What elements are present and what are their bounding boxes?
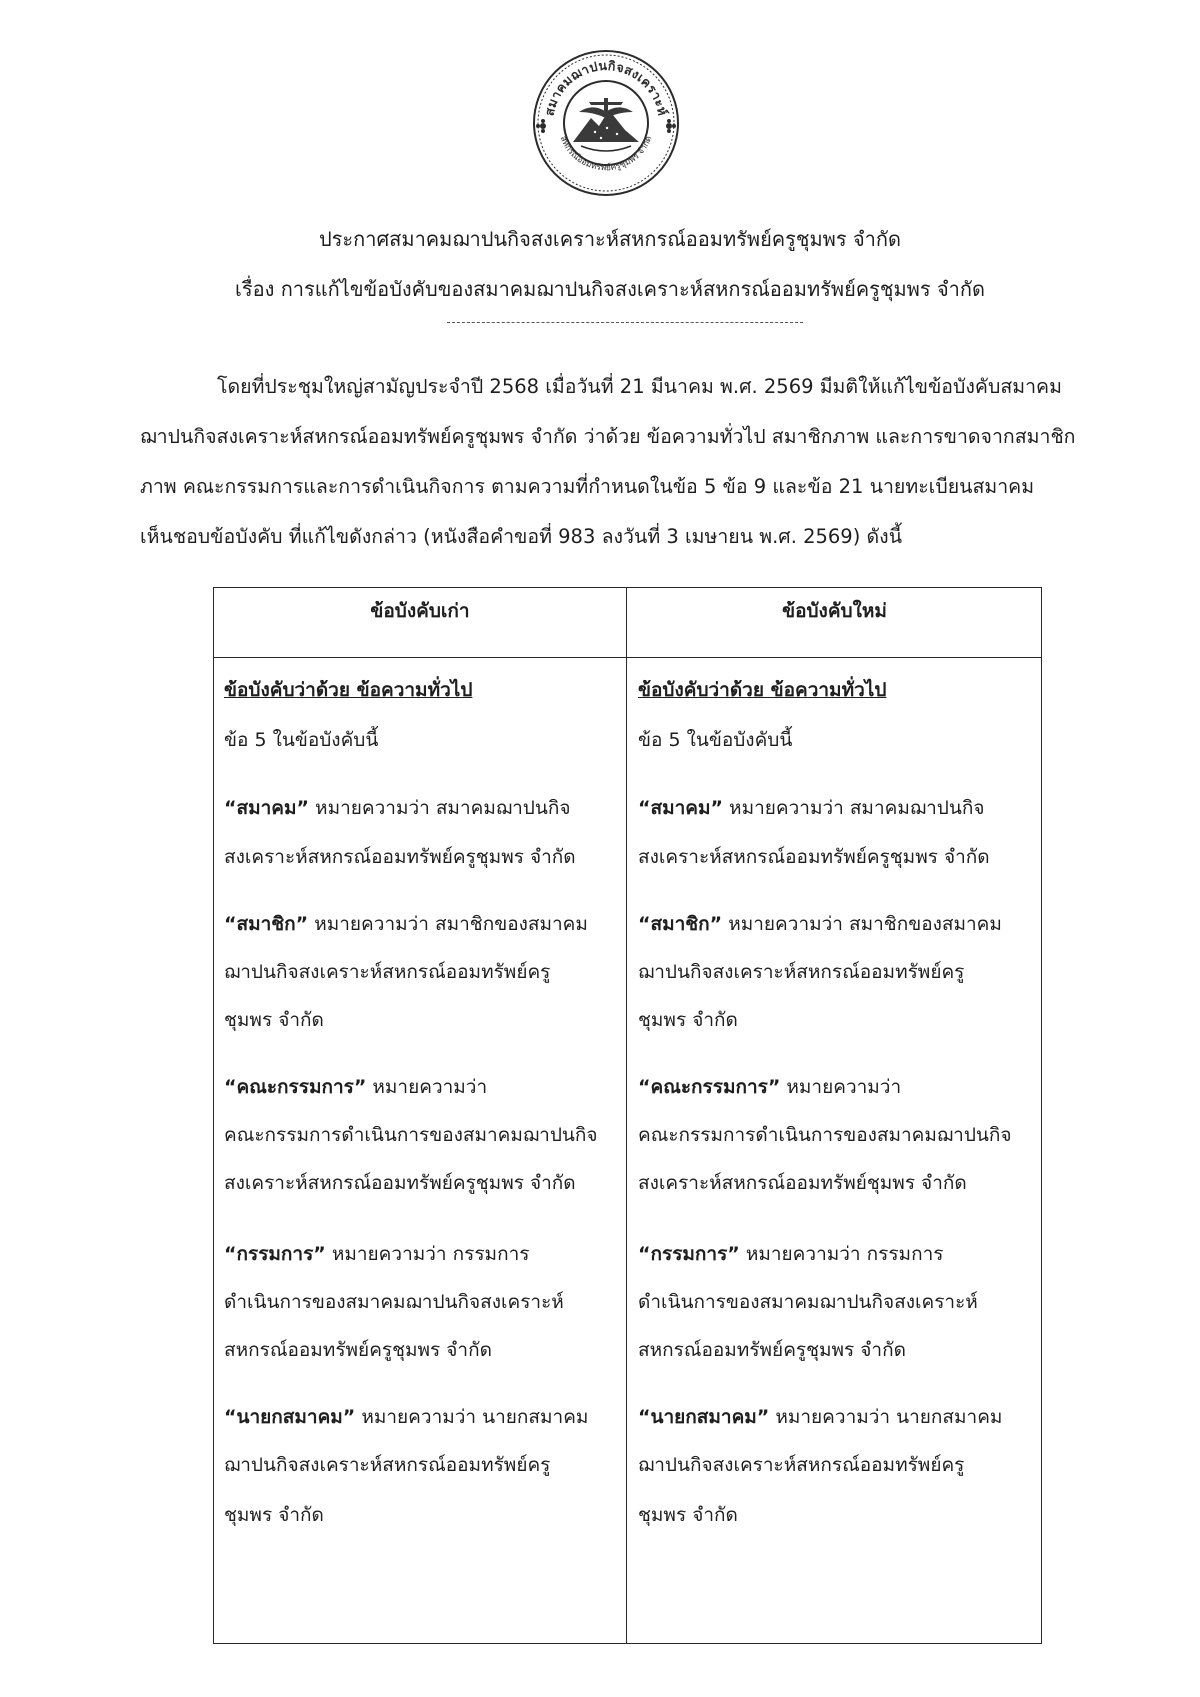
- definition-line: [638, 1240, 943, 1268]
- association-seal: [529, 46, 683, 200]
- announcement-subject: เรื่อง การแก้ไขข้อบังคับของสมาคมฌาปนกิจสงเคราะห์สหกรณ์ออมทรัพย์ครูชุมพร จำกัด: [234, 277, 986, 301]
- seal-emblem-icon: [529, 46, 683, 200]
- new-regulation-column: [628, 658, 1041, 1643]
- seal-bottom-text: สหกรณ์ออมทรัพย์ครูชุมพร จำกัด: [557, 134, 655, 174]
- section-heading: ข้อบังคับว่าด้วย ข้อความทั่วไป: [638, 679, 887, 701]
- definition-line: ดำเนินการของสมาคมฌาปนกิจสงเคราะห์: [224, 1291, 564, 1313]
- definition-text: หมายความว่า สมาคมฌาปนกิจ: [309, 797, 571, 819]
- definition-line: สงเคราะห์สหกรณ์ออมทรัพย์ครูชุมพร จำกัด: [224, 846, 576, 868]
- old-regulation-column: [214, 658, 624, 1643]
- definition-text: หมายความว่า นายกสมาคม: [769, 1406, 1003, 1428]
- definition-line: คณะกรรมการดำเนินการของสมาคมฌาปนกิจ: [638, 1124, 1012, 1146]
- section-heading: ข้อบังคับว่าด้วย ข้อความทั่วไป: [224, 679, 473, 701]
- term: “นายกสมาคม”: [224, 1406, 356, 1428]
- definition-line: สงเคราะห์สหกรณ์ออมทรัพย์ครูชุมพร จำกัด: [638, 846, 990, 868]
- definition-line: ชุมพร จำกัด: [638, 1504, 738, 1526]
- definition-line: ฌาปนกิจสงเคราะห์สหกรณ์ออมทรัพย์ครู: [638, 961, 965, 983]
- clause-line: ข้อ 5 ในข้อบังคับนี้: [638, 729, 793, 751]
- definition-line: ชุมพร จำกัด: [224, 1009, 324, 1031]
- term: “สมาชิก”: [224, 913, 309, 935]
- definition-line: [224, 1240, 529, 1268]
- definition-line: สงเคราะห์สหกรณ์ออมทรัพย์ชุมพร จำกัด: [638, 1172, 967, 1194]
- definition-line: ดำเนินการของสมาคมฌาปนกิจสงเคราะห์: [638, 1291, 978, 1313]
- term: “สมาชิก”: [638, 913, 723, 935]
- intro-line: โดยที่ประชุมใหญ่สามัญประจำปี 2568 เมื่อวันที่ 21 มีนาคม พ.ศ. 2569 มีมติให้แก้ไขข้อบังคับสมาคม: [217, 375, 1062, 398]
- header-new-regulation: ข้อบังคับใหม่: [782, 600, 887, 622]
- regulation-comparison-table: [213, 587, 1042, 1644]
- definition-text: หมายความว่า กรรมการ: [325, 1243, 530, 1265]
- definition-line: สหกรณ์ออมทรัพย์ครูชุมพร จำกัด: [224, 1339, 492, 1361]
- term: “สมาคม”: [638, 797, 723, 819]
- definition-line: ชุมพร จำกัด: [224, 1504, 324, 1526]
- clause-line: ข้อ 5 ในข้อบังคับนี้: [224, 729, 379, 751]
- definition-text: หมายความว่า สมาคมฌาปนกิจ: [723, 797, 985, 819]
- definition-line: สงเคราะห์สหกรณ์ออมทรัพย์ครูชุมพร จำกัด: [224, 1172, 576, 1194]
- definition-line: ฌาปนกิจสงเคราะห์สหกรณ์ออมทรัพย์ครู: [638, 1454, 965, 1476]
- definition-text: หมายความว่า: [780, 1076, 902, 1098]
- definition-text: หมายความว่า นายกสมาคม: [355, 1406, 589, 1428]
- definition-line: [638, 1403, 1002, 1431]
- definition-line: [224, 1403, 588, 1431]
- definition-text: หมายความว่า สมาชิกของสมาคม: [308, 913, 588, 935]
- term: “นายกสมาคม”: [638, 1406, 770, 1428]
- definition-line: [224, 910, 588, 938]
- definition-line: ฌาปนกิจสงเคราะห์สหกรณ์ออมทรัพย์ครู: [224, 961, 551, 983]
- intro-line: เห็นชอบข้อบังคับ ที่แก้ไขดังกล่าว (หนังสือคำขอที่ 983 ลงวันที่ 3 เมษายน พ.ศ. 2569) ดังนี้: [140, 525, 903, 548]
- seal-top-text: สมาคมฌาปนกิจสงเคราะห์: [541, 57, 671, 118]
- definition-line: ชุมพร จำกัด: [638, 1009, 738, 1031]
- definition-line: [224, 794, 570, 822]
- term: “คณะกรรมการ”: [224, 1076, 367, 1098]
- definition-line: ฌาปนกิจสงเคราะห์สหกรณ์ออมทรัพย์ครู: [224, 1454, 551, 1476]
- definition-line: [638, 910, 1002, 938]
- column-divider: [626, 588, 627, 1643]
- term: “กรรมการ”: [224, 1243, 326, 1265]
- term: “คณะกรรมการ”: [638, 1076, 781, 1098]
- separator-dashes: [447, 322, 803, 323]
- definition-text: หมายความว่า: [366, 1076, 488, 1098]
- definition-line: คณะกรรมการดำเนินการของสมาคมฌาปนกิจ: [224, 1124, 598, 1146]
- definition-line: [224, 1073, 487, 1101]
- term: “กรรมการ”: [638, 1243, 740, 1265]
- definition-text: หมายความว่า สมาชิกของสมาคม: [722, 913, 1002, 935]
- intro-line: ภาพ คณะกรรมการและการดำเนินกิจการ ตามความที่กำหนดในข้อ 5 ข้อ 9 และข้อ 21 นายทะเบียนสมาคม: [140, 475, 1035, 498]
- term: “สมาคม”: [224, 797, 309, 819]
- definition-line: [638, 1073, 901, 1101]
- announcement-title: ประกาศสมาคมฌาปนกิจสงเคราะห์สหกรณ์ออมทรัพย์ครูชุมพร จำกัด: [318, 227, 902, 251]
- definition-line: [638, 794, 984, 822]
- definition-line: สหกรณ์ออมทรัพย์ครูชุมพร จำกัด: [638, 1339, 906, 1361]
- header-old-regulation: ข้อบังคับเก่า: [370, 600, 470, 622]
- definition-text: หมายความว่า กรรมการ: [739, 1243, 944, 1265]
- intro-line: ฌาปนกิจสงเคราะห์สหกรณ์ออมทรัพย์ครูชุมพร จำกัด ว่าด้วย ข้อความทั่วไป สมาชิกภาพ และการขาดจากสมาชิก: [140, 425, 1076, 448]
